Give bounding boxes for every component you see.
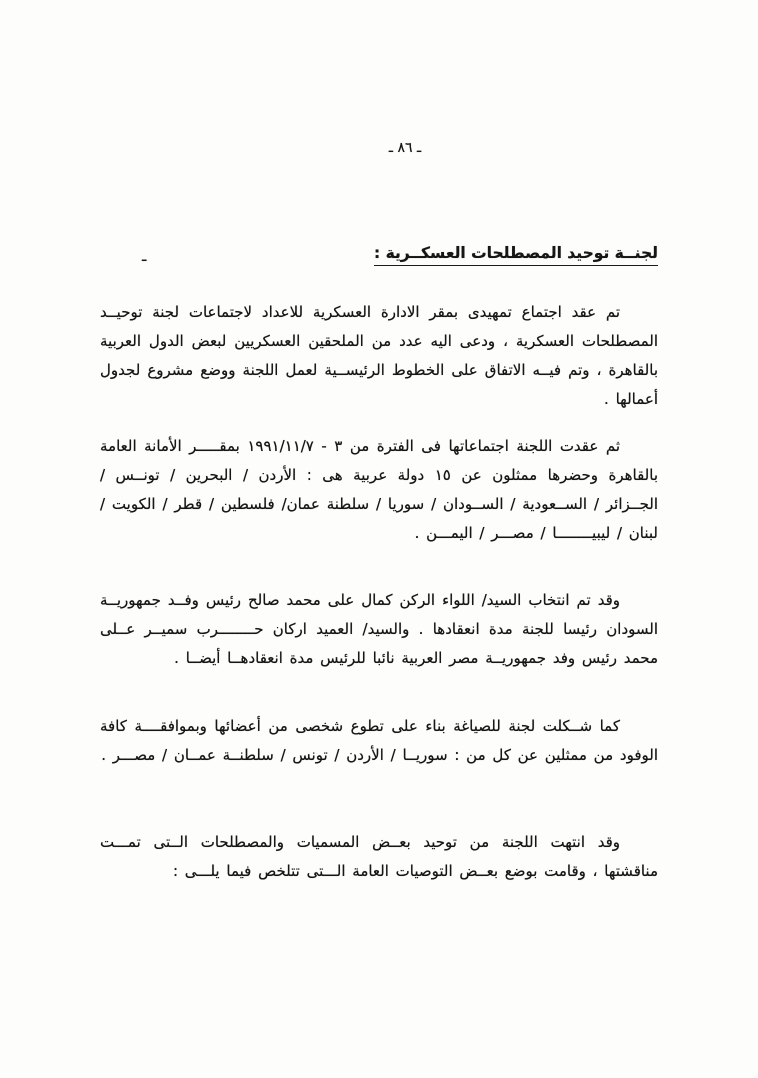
paragraph-conclusions: وقد انتهت اللجنة من توحيد بعــض المسميات والمصطلحات الــتى تمـــت مناقشتها ، وقامت بوضع بعــض التوصيات العامة الـــتى تتلخص فيما يلـــى :	[100, 833, 658, 880]
paragraph-drafting-committee: كما شــكلت لجنة للصياغة بناء على تطوع شخصى من أعضائها وبموافقــــة كافة الوفود من ممثلين عن كل من : سوريــا / الأردن / تونس / سلطنــة عمــان / مصـــر .	[100, 717, 658, 764]
paragraph-elected-officials: وقد تم انتخاب السيد/ اللواء الركن كمال على محمد صالح رئيس وفــد جمهوريــة السودان رئيسا للجنة مدة انعقادها . والسيد/ العميد اركان حــــــــرب سميــر عــلى محمد رئيس وفد جمهوريــة مصر العربية نائبا للرئيس مدة انعقادهــا أيضــا .	[100, 591, 658, 667]
section-heading: لجنــة توحيد المصطلحات العسكــرية :	[374, 244, 658, 266]
paragraph-intro-meeting: تم عقد اجتماع تمهيدى بمقر الادارة العسكرية للاعداد لاجتماعات لجنة توحيــد المصطلحات العسكرية ، ودعى اليه عدد من الملحقين العسكريين لبعض الدول العربية بالقاهرة ، وتم فيــه الاتفاق على الخطوط الرئيســية لعمل اللجنة ووضع مشروع لجدول أعمالها .	[100, 303, 658, 408]
page-number: ـ ٨٦ ـ	[388, 140, 422, 156]
heading-dash-marker: ـ	[142, 247, 147, 265]
section-heading-row	[100, 243, 658, 266]
paragraph-sessions-countries: ثم عقدت اللجنة اجتماعاتها فى الفترة من ٣ - ١٩٩١/١١/٧ بمقـــــر الأمانة العامة بالقاهرة وحضرها ممثلون عن ١٥ دولة عربية هى : الأردن / البحرين / تونــس / الجــزائر / الســعودية / الســودان / سوريا / سلطنة عمان/ فلسطين / قطر / الكويت / لبنان / ليبيــــــــا / مصـــر / اليمـــن .	[100, 437, 658, 542]
